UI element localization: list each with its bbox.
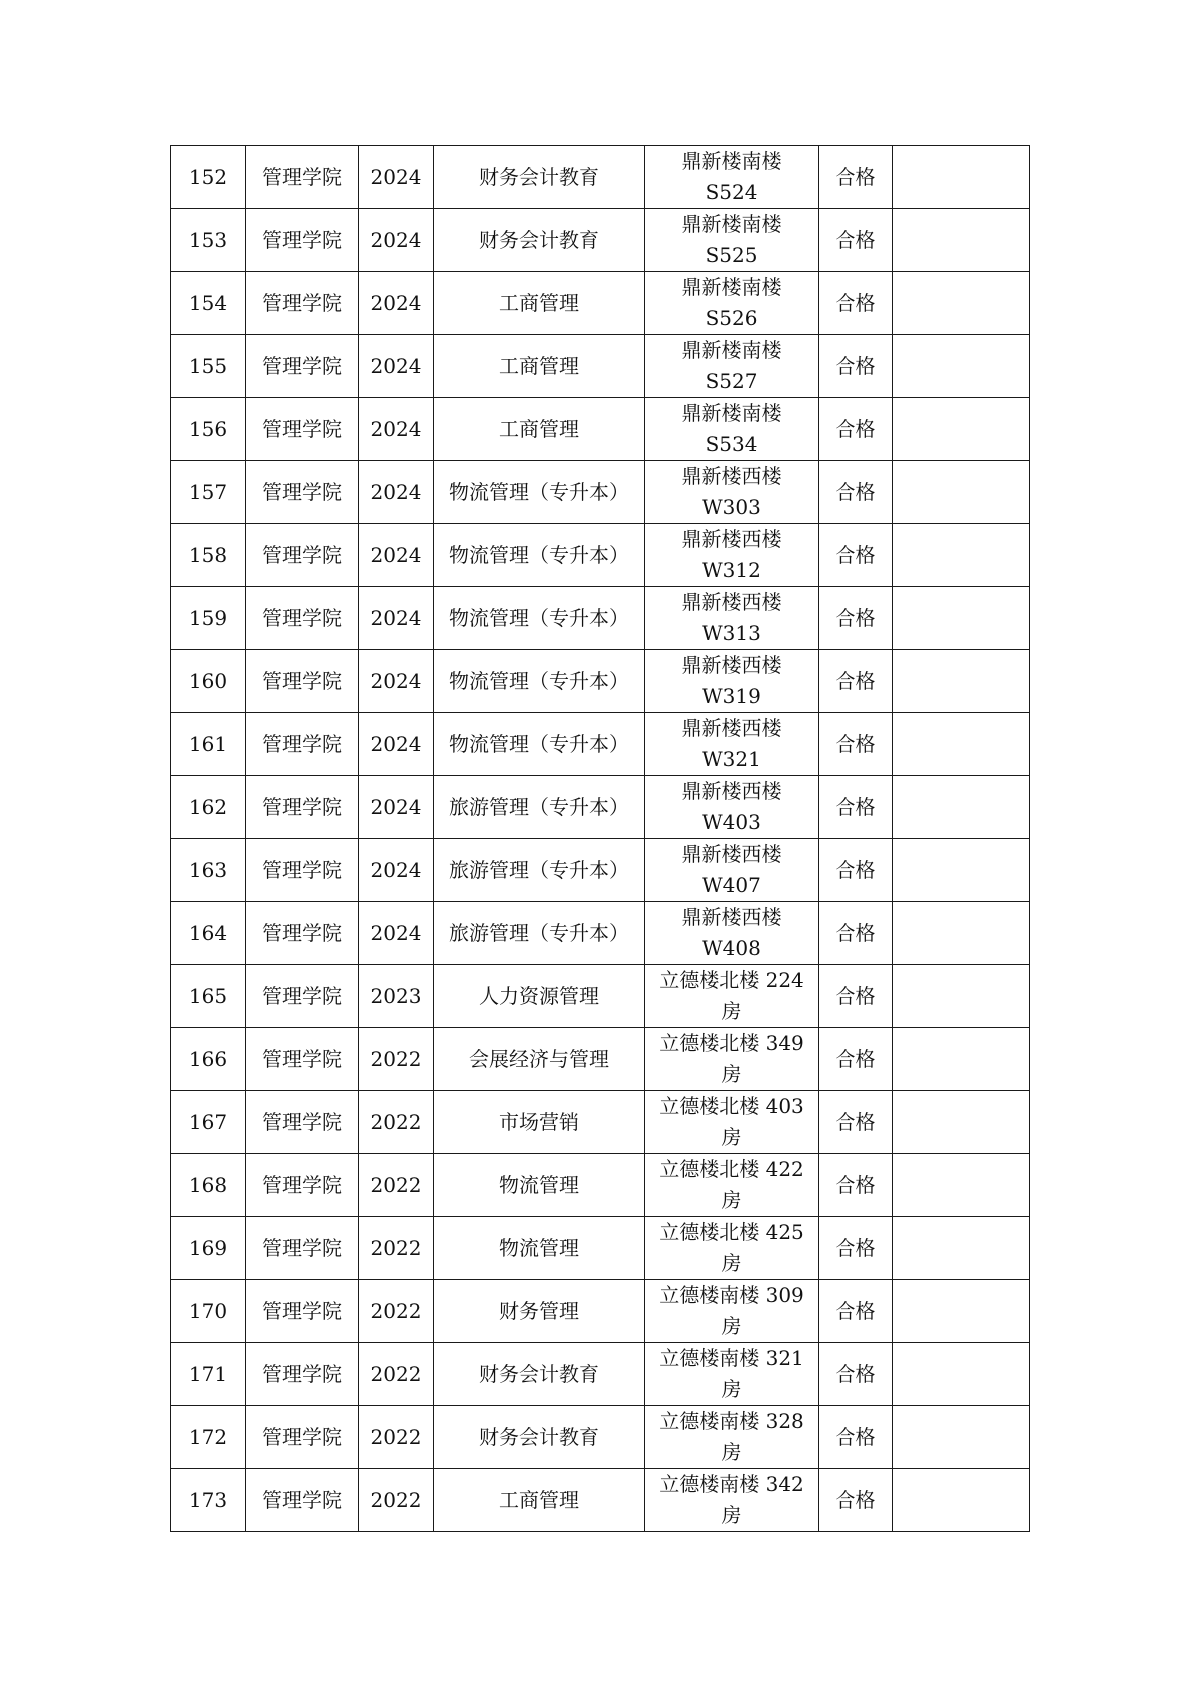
room-building-text: 鼎新楼南楼 (681, 338, 782, 362)
result-cell: 合格 (819, 587, 893, 650)
row-number-cell: 153 (171, 209, 246, 272)
college-cell: 管理学院 (246, 1028, 359, 1091)
table-row (171, 146, 1030, 209)
room-cell (645, 1406, 819, 1469)
college-cell: 管理学院 (246, 1280, 359, 1343)
room-building-text: 立德楼南楼 309 (659, 1283, 804, 1307)
room-number-text: 房 (721, 1503, 742, 1527)
year-cell: 2024 (359, 524, 434, 587)
room-number-text: 房 (721, 1440, 742, 1464)
room-cell (645, 146, 819, 209)
major-cell: 人力资源管理 (434, 965, 645, 1028)
year-cell: 2024 (359, 776, 434, 839)
major-cell: 财务会计教育 (434, 1406, 645, 1469)
note-cell (893, 1469, 1030, 1532)
college-cell: 管理学院 (246, 650, 359, 713)
year-cell: 2022 (359, 1028, 434, 1091)
room-number-text: 房 (721, 1062, 742, 1086)
row-number-cell: 168 (171, 1154, 246, 1217)
row-number-cell: 158 (171, 524, 246, 587)
college-cell: 管理学院 (246, 965, 359, 1028)
result-cell: 合格 (819, 1343, 893, 1406)
row-number-cell: 156 (171, 398, 246, 461)
table-row (171, 1343, 1030, 1406)
result-cell: 合格 (819, 902, 893, 965)
table-row (171, 461, 1030, 524)
college-cell: 管理学院 (246, 1217, 359, 1280)
note-cell (893, 461, 1030, 524)
major-cell: 市场营销 (434, 1091, 645, 1154)
room-number-text: W313 (702, 621, 761, 645)
result-cell: 合格 (819, 965, 893, 1028)
major-cell: 物流管理（专升本） (434, 650, 645, 713)
result-cell: 合格 (819, 1154, 893, 1217)
major-cell: 财务会计教育 (434, 1343, 645, 1406)
room-building-text: 鼎新楼西楼 (681, 905, 782, 929)
major-cell: 旅游管理（专升本） (434, 902, 645, 965)
row-number-cell: 170 (171, 1280, 246, 1343)
note-cell (893, 650, 1030, 713)
result-cell: 合格 (819, 713, 893, 776)
major-cell: 物流管理（专升本） (434, 587, 645, 650)
room-building-text: 鼎新楼西楼 (681, 653, 782, 677)
note-cell (893, 713, 1030, 776)
row-number-cell: 154 (171, 272, 246, 335)
note-cell (893, 1154, 1030, 1217)
college-cell: 管理学院 (246, 209, 359, 272)
college-cell: 管理学院 (246, 1406, 359, 1469)
table-row (171, 1406, 1030, 1469)
college-cell: 管理学院 (246, 587, 359, 650)
major-cell: 物流管理（专升本） (434, 713, 645, 776)
room-building-text: 鼎新楼南楼 (681, 149, 782, 173)
major-cell: 物流管理（专升本） (434, 461, 645, 524)
room-cell (645, 461, 819, 524)
room-building-text: 立德楼南楼 342 (659, 1472, 804, 1496)
room-cell (645, 650, 819, 713)
note-cell (893, 1091, 1030, 1154)
result-cell: 合格 (819, 1280, 893, 1343)
room-number-text: 房 (721, 1251, 742, 1275)
table-row (171, 1217, 1030, 1280)
room-cell (645, 587, 819, 650)
table-row (171, 839, 1030, 902)
room-cell (645, 713, 819, 776)
note-cell (893, 524, 1030, 587)
year-cell: 2024 (359, 398, 434, 461)
year-cell: 2022 (359, 1217, 434, 1280)
room-number-text: S524 (705, 180, 758, 204)
result-cell: 合格 (819, 650, 893, 713)
room-cell (645, 1028, 819, 1091)
college-cell: 管理学院 (246, 398, 359, 461)
room-building-text: 立德楼南楼 321 (659, 1346, 804, 1370)
room-building-text: 鼎新楼南楼 (681, 212, 782, 236)
table-row (171, 965, 1030, 1028)
room-building-text: 立德楼北楼 425 (659, 1220, 804, 1244)
room-number-text: W403 (702, 810, 761, 834)
table-row (171, 650, 1030, 713)
result-cell: 合格 (819, 209, 893, 272)
college-cell: 管理学院 (246, 1091, 359, 1154)
major-cell: 财务管理 (434, 1280, 645, 1343)
room-building-text: 鼎新楼西楼 (681, 779, 782, 803)
year-cell: 2024 (359, 713, 434, 776)
year-cell: 2022 (359, 1469, 434, 1532)
result-cell: 合格 (819, 398, 893, 461)
result-cell: 合格 (819, 146, 893, 209)
note-cell (893, 587, 1030, 650)
room-building-text: 鼎新楼西楼 (681, 464, 782, 488)
row-number-cell: 162 (171, 776, 246, 839)
room-number-text: W407 (702, 873, 761, 897)
room-number-text: W408 (702, 936, 761, 960)
note-cell (893, 965, 1030, 1028)
dormitory-inspection-table (170, 145, 1030, 1532)
room-number-text: S527 (705, 369, 758, 393)
result-cell: 合格 (819, 272, 893, 335)
year-cell: 2022 (359, 1280, 434, 1343)
note-cell (893, 902, 1030, 965)
row-number-cell: 152 (171, 146, 246, 209)
year-cell: 2024 (359, 902, 434, 965)
table-row (171, 272, 1030, 335)
room-cell (645, 272, 819, 335)
result-cell: 合格 (819, 1091, 893, 1154)
year-cell: 2024 (359, 272, 434, 335)
table-row (171, 1028, 1030, 1091)
college-cell: 管理学院 (246, 839, 359, 902)
room-cell (645, 398, 819, 461)
room-cell (645, 1280, 819, 1343)
room-number-text: 房 (721, 999, 742, 1023)
room-building-text: 鼎新楼西楼 (681, 716, 782, 740)
college-cell: 管理学院 (246, 272, 359, 335)
row-number-cell: 171 (171, 1343, 246, 1406)
table-row (171, 524, 1030, 587)
row-number-cell: 164 (171, 902, 246, 965)
room-number-text: W312 (702, 558, 761, 582)
major-cell: 物流管理（专升本） (434, 524, 645, 587)
major-cell: 工商管理 (434, 335, 645, 398)
room-building-text: 立德楼北楼 224 (659, 968, 804, 992)
room-cell (645, 776, 819, 839)
result-cell: 合格 (819, 1217, 893, 1280)
college-cell: 管理学院 (246, 335, 359, 398)
note-cell (893, 776, 1030, 839)
room-number-text: 房 (721, 1377, 742, 1401)
college-cell: 管理学院 (246, 1154, 359, 1217)
table-body (171, 146, 1030, 1532)
room-cell (645, 1154, 819, 1217)
year-cell: 2024 (359, 461, 434, 524)
year-cell: 2023 (359, 965, 434, 1028)
table-row (171, 1469, 1030, 1532)
major-cell: 工商管理 (434, 398, 645, 461)
year-cell: 2022 (359, 1406, 434, 1469)
year-cell: 2024 (359, 335, 434, 398)
note-cell (893, 146, 1030, 209)
major-cell: 财务会计教育 (434, 146, 645, 209)
major-cell: 物流管理 (434, 1154, 645, 1217)
room-building-text: 鼎新楼南楼 (681, 401, 782, 425)
room-number-text: S525 (705, 243, 758, 267)
room-cell (645, 902, 819, 965)
note-cell (893, 1406, 1030, 1469)
result-cell: 合格 (819, 461, 893, 524)
row-number-cell: 159 (171, 587, 246, 650)
row-number-cell: 173 (171, 1469, 246, 1532)
table-row (171, 1154, 1030, 1217)
room-building-text: 立德楼南楼 328 (659, 1409, 804, 1433)
major-cell: 物流管理 (434, 1217, 645, 1280)
room-building-text: 鼎新楼西楼 (681, 527, 782, 551)
result-cell: 合格 (819, 1469, 893, 1532)
result-cell: 合格 (819, 776, 893, 839)
note-cell (893, 398, 1030, 461)
row-number-cell: 169 (171, 1217, 246, 1280)
year-cell: 2024 (359, 209, 434, 272)
result-cell: 合格 (819, 335, 893, 398)
college-cell: 管理学院 (246, 461, 359, 524)
room-cell (645, 524, 819, 587)
college-cell: 管理学院 (246, 902, 359, 965)
college-cell: 管理学院 (246, 146, 359, 209)
room-number-text: 房 (721, 1314, 742, 1338)
room-number-text: W321 (702, 747, 761, 771)
note-cell (893, 209, 1030, 272)
room-building-text: 立德楼北楼 422 (659, 1157, 804, 1181)
major-cell: 工商管理 (434, 1469, 645, 1532)
year-cell: 2024 (359, 650, 434, 713)
college-cell: 管理学院 (246, 1343, 359, 1406)
year-cell: 2024 (359, 587, 434, 650)
room-building-text: 鼎新楼西楼 (681, 590, 782, 614)
room-cell (645, 209, 819, 272)
college-cell: 管理学院 (246, 524, 359, 587)
major-cell: 工商管理 (434, 272, 645, 335)
table-row (171, 713, 1030, 776)
note-cell (893, 272, 1030, 335)
table-row (171, 902, 1030, 965)
room-number-text: S534 (705, 432, 758, 456)
table-row (171, 209, 1030, 272)
row-number-cell: 157 (171, 461, 246, 524)
row-number-cell: 155 (171, 335, 246, 398)
room-building-text: 立德楼北楼 349 (659, 1031, 804, 1055)
table-row (171, 1091, 1030, 1154)
row-number-cell: 163 (171, 839, 246, 902)
note-cell (893, 1343, 1030, 1406)
room-cell (645, 1091, 819, 1154)
major-cell: 旅游管理（专升本） (434, 776, 645, 839)
room-building-text: 鼎新楼南楼 (681, 275, 782, 299)
result-cell: 合格 (819, 839, 893, 902)
room-number-text: W319 (702, 684, 761, 708)
note-cell (893, 839, 1030, 902)
row-number-cell: 165 (171, 965, 246, 1028)
major-cell: 旅游管理（专升本） (434, 839, 645, 902)
college-cell: 管理学院 (246, 713, 359, 776)
result-cell: 合格 (819, 524, 893, 587)
room-cell (645, 335, 819, 398)
note-cell (893, 1217, 1030, 1280)
major-cell: 财务会计教育 (434, 209, 645, 272)
room-building-text: 立德楼北楼 403 (659, 1094, 804, 1118)
row-number-cell: 161 (171, 713, 246, 776)
room-cell (645, 965, 819, 1028)
room-cell (645, 1217, 819, 1280)
row-number-cell: 160 (171, 650, 246, 713)
row-number-cell: 172 (171, 1406, 246, 1469)
note-cell (893, 1280, 1030, 1343)
room-number-text: 房 (721, 1125, 742, 1149)
major-cell: 会展经济与管理 (434, 1028, 645, 1091)
note-cell (893, 1028, 1030, 1091)
result-cell: 合格 (819, 1028, 893, 1091)
year-cell: 2022 (359, 1154, 434, 1217)
table-row (171, 398, 1030, 461)
room-cell (645, 1469, 819, 1532)
year-cell: 2022 (359, 1343, 434, 1406)
room-number-text: W303 (702, 495, 761, 519)
room-cell (645, 839, 819, 902)
room-number-text: 房 (721, 1188, 742, 1212)
table-row (171, 1280, 1030, 1343)
year-cell: 2022 (359, 1091, 434, 1154)
row-number-cell: 166 (171, 1028, 246, 1091)
note-cell (893, 335, 1030, 398)
college-cell: 管理学院 (246, 1469, 359, 1532)
room-cell (645, 1343, 819, 1406)
room-building-text: 鼎新楼西楼 (681, 842, 782, 866)
result-cell: 合格 (819, 1406, 893, 1469)
year-cell: 2024 (359, 839, 434, 902)
row-number-cell: 167 (171, 1091, 246, 1154)
college-cell: 管理学院 (246, 776, 359, 839)
table-row (171, 776, 1030, 839)
room-number-text: S526 (705, 306, 758, 330)
table-row (171, 335, 1030, 398)
table-row (171, 587, 1030, 650)
year-cell: 2024 (359, 146, 434, 209)
